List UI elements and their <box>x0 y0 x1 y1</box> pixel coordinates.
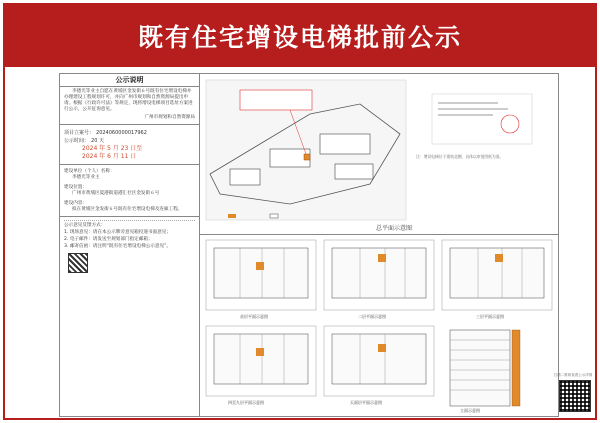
floor-label: 四至九层平面示意图 <box>228 400 264 405</box>
applicant: 李德光等业主 <box>72 175 100 180</box>
divider <box>60 124 199 125</box>
floor-plan-5 <box>324 326 434 396</box>
floor-plan-2 <box>324 240 434 310</box>
floor-label: 天面层平面示意图 <box>350 400 382 405</box>
content-label: 建设内容： <box>64 201 87 206</box>
text-line <box>438 102 498 104</box>
building-block <box>230 169 260 185</box>
stamp-box <box>432 94 532 144</box>
floor-plan-4 <box>206 326 316 396</box>
notice-org: 广州市规划和自然资源局 <box>144 115 195 120</box>
floor-plans-drawing <box>200 234 558 416</box>
qr-caption: 扫描二维码查看公示详情 <box>553 373 593 377</box>
divider <box>60 164 199 165</box>
period-label: 公示时间： <box>64 138 90 144</box>
elevator-marker <box>304 154 310 160</box>
content-area <box>59 73 559 417</box>
notice-paragraph: 李德光等业主自愿在黄埔区金发街６号既有住宅增设电梯并办理建设工程规划许可，并向广州市规划和自然资源局提出申请。根据《行政许可法》等规定，现将增设电梯项目选址方案进行公示，公开征询意见。 <box>64 89 193 112</box>
building-block <box>320 134 370 154</box>
floor-label: 三层平面示意图 <box>476 314 504 319</box>
text-line <box>438 114 493 116</box>
title-banner <box>5 5 595 67</box>
notice-board <box>3 3 597 420</box>
elevation-drawing <box>450 330 520 406</box>
site-plan-label: 总平面示意图 <box>375 225 412 232</box>
hint-line: 2. 电子邮件：请发送至规划部门指定邮箱； <box>64 237 153 242</box>
notice-heading: 公示说明 <box>60 74 199 87</box>
legend-swatch <box>270 214 278 218</box>
project-no: 2024060000017962 <box>96 130 147 136</box>
project-no-label: 项目立案号： <box>64 130 95 136</box>
side-notes: 注：增设电梯位于建筑北侧，具体以审批图纸为准。 <box>416 154 504 159</box>
divider <box>60 216 199 217</box>
date-start: 2024 年 5 月 23 日至 <box>82 145 143 152</box>
hint-block <box>64 220 195 250</box>
floor-plan-1 <box>206 240 316 310</box>
text-line <box>438 108 508 110</box>
period-days: 20 天 <box>91 138 104 144</box>
applicant-label: 建设单位（个人）名称： <box>64 169 115 174</box>
building-block <box>335 164 373 179</box>
hint-line: 1. 现场意见：请在本公示牌旁意见箱投递书面意见； <box>64 230 171 235</box>
content: 拟在黄埔区金发街６号既有住宅增设电梯及连廊工程。 <box>72 207 183 212</box>
date-end: 2024 年 6 月 11 日 <box>82 153 137 160</box>
legend-swatch <box>228 214 236 218</box>
location: 广州市黄埔区夏港街道港汇社区金发街６号 <box>72 191 160 196</box>
site-plan <box>200 74 558 235</box>
qr-code-icon <box>68 253 88 273</box>
qr-code-icon <box>559 380 591 412</box>
page-title: 既有住宅增设电梯批前公示 <box>137 23 462 52</box>
notice-panel <box>60 74 200 416</box>
floor-label: 首层平面示意图 <box>240 314 268 319</box>
floor-label: 二层平面示意图 <box>358 314 386 319</box>
location-label: 建设位置： <box>64 185 87 190</box>
floor-plan-3 <box>442 240 552 310</box>
callout-box <box>240 90 312 110</box>
hint-line: 3. 邮寄信函：请注明“既有住宅增设电梯公示意见”。 <box>64 244 172 249</box>
floor-label: 立面示意图 <box>460 408 480 413</box>
floor-plans <box>200 234 558 416</box>
hint-line: 公示意见反馈方式： <box>64 223 106 228</box>
